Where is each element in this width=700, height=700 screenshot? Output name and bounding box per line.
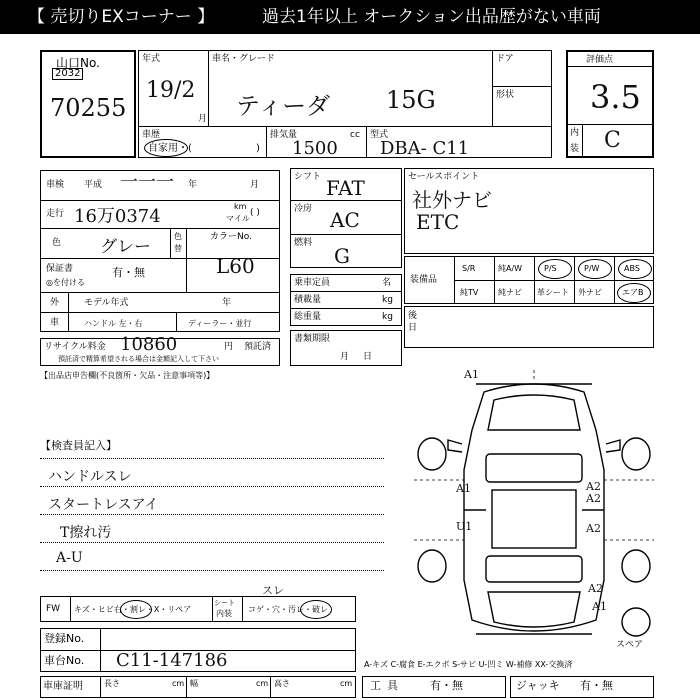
- warranty-label: 保証書: [46, 264, 74, 274]
- color-change-1: 色: [174, 232, 182, 241]
- damage-mark-left-front: A1: [456, 482, 471, 495]
- inspector-note-2: スタートレスアイ: [48, 497, 159, 513]
- inspection-strike: 一一一: [120, 172, 174, 193]
- capacity-unit: 名: [382, 278, 392, 288]
- grade-value: 15G: [386, 86, 436, 114]
- warranty-options: 有・無: [112, 266, 145, 279]
- sales-points-line2: ETC: [416, 210, 460, 234]
- jack-options: 有・無: [580, 679, 613, 692]
- shape-label: 形状: [496, 90, 515, 100]
- equip-oem-nav: 純ナビ: [498, 288, 522, 297]
- foreign-label-1: 外: [50, 298, 60, 308]
- damage-mark-right-front-2: A2: [586, 492, 601, 505]
- vehicle-top-box: [138, 50, 552, 158]
- color-change-2: 替: [174, 244, 182, 253]
- equip-aftermarket-nav: 外ナビ: [578, 288, 602, 297]
- seat-options: コゲ・穴・汚レ・破レ: [248, 605, 328, 614]
- sales-points-label: セールスポイント: [408, 172, 480, 182]
- garage-cert-box: [40, 676, 356, 698]
- seat-label-1: シート: [214, 599, 235, 607]
- venue-sub: 2032: [52, 68, 83, 80]
- jack-label: ジャッキ: [516, 679, 560, 692]
- damage-mark-rear-right: A2: [588, 582, 603, 595]
- mileage-unit-km: km: [234, 202, 247, 211]
- banner-left: 【 売切りEXコーナー 】: [28, 7, 215, 27]
- seat-circle-mark: [300, 600, 332, 619]
- fuel-value: G: [334, 244, 350, 268]
- equip-airbag-circle: [617, 283, 651, 303]
- lot-number: 70255: [50, 94, 127, 122]
- color-no-value: L60: [216, 254, 255, 278]
- seat-mark: スレ: [262, 584, 284, 597]
- diagram-legend: A-キズ C-腐食 E-エクボ S-サビ U-凹ミ W-補修 XX-交換済: [364, 660, 573, 669]
- seller-notes-label: 【出品店申告欄(不良箇所・欠品・注意事項等)】: [40, 371, 215, 380]
- inspection-year-unit: 年: [188, 180, 198, 190]
- header-banner: [0, 0, 700, 34]
- handle-label: ハンドル 左・右: [84, 319, 143, 328]
- cert-length-unit: cm: [172, 679, 185, 688]
- equip-tv: 純TV: [460, 288, 479, 297]
- reg-label: 登録No.: [44, 632, 85, 645]
- equip-pw-circle: [578, 259, 612, 279]
- displacement-label: 排気量: [270, 130, 298, 140]
- recycle-status: 預託済: [244, 342, 272, 352]
- model-label: 型式: [370, 130, 389, 140]
- color-no-label: カラーNo.: [210, 232, 252, 242]
- inspector-note-3: T擦れ汚: [60, 525, 112, 541]
- recycle-unit: 円: [224, 342, 234, 352]
- equip-airbag: エアB: [622, 288, 644, 297]
- inspector-label: 【検査員記入】: [40, 439, 117, 452]
- rear-label: 後日: [408, 311, 418, 333]
- warranty-sub: ◎を付ける: [46, 278, 85, 287]
- ac-label: 冷房: [294, 204, 313, 214]
- load-unit: kg: [382, 295, 393, 305]
- load-label: 積載量: [294, 295, 322, 305]
- chassis-value: C11-147186: [116, 650, 228, 671]
- name-label: 車名・グレード: [212, 54, 276, 64]
- equip-sr: S/R: [462, 264, 476, 273]
- score-label: 評価点: [586, 55, 614, 65]
- chassis-label: 車台No.: [44, 654, 85, 667]
- recycle-note: 預託済で精算希望される場合は金額記入して下さい: [58, 355, 219, 363]
- tools-options: 有・無: [430, 679, 463, 692]
- equip-ps-circle: [538, 259, 572, 279]
- fuel-label: 燃料: [294, 238, 313, 248]
- equip-alloy-wheels: 純A/W: [498, 264, 523, 273]
- interior-label-2: 装: [570, 144, 580, 154]
- recycle-value: 10860: [120, 334, 178, 355]
- interior-value: C: [604, 128, 621, 153]
- shift-value: FAT: [326, 176, 365, 200]
- cert-width: 幅: [190, 679, 198, 688]
- cert-length: 長さ: [104, 679, 120, 688]
- interior-label-1: 内: [570, 128, 580, 138]
- ac-value: AC: [330, 208, 360, 232]
- cert-height: 高さ: [274, 679, 290, 688]
- sales-points-line1: 社外ナビ: [412, 188, 492, 212]
- recycle-label: リサイクル料金: [44, 342, 106, 352]
- equip-ps: P/S: [544, 264, 557, 273]
- fw-circle-mark: [120, 600, 152, 619]
- cert-height-unit: cm: [340, 679, 353, 688]
- displacement-unit: cc: [350, 130, 360, 140]
- color-label: 色: [52, 238, 62, 248]
- gross-unit: kg: [382, 312, 393, 322]
- mileage-paren: ( ): [250, 208, 260, 218]
- mileage-label: 走行: [46, 209, 65, 219]
- score-value: 3.5: [590, 78, 641, 116]
- damage-mark-right-front: A2: [586, 480, 601, 493]
- mileage-unit-mile: マイル: [226, 214, 250, 223]
- name-value: ティーダ: [236, 92, 331, 120]
- equip-pw: P/W: [584, 264, 600, 273]
- door-label: ドア: [496, 54, 514, 64]
- fw-label: FW: [46, 604, 61, 614]
- docs-unit: 月日: [340, 352, 387, 362]
- shift-label: シフト: [294, 172, 322, 182]
- fw-options: キズ・ヒビ右・割レ・X・リペア: [74, 605, 192, 614]
- inspection-month-unit: 月: [250, 180, 260, 190]
- foreign-label-2: 車: [50, 318, 60, 328]
- tools-label: 工具: [370, 679, 404, 692]
- damage-mark-right-rear: A2: [586, 522, 601, 535]
- model-value: DBA- C11: [380, 138, 470, 159]
- cert-label: 車庫証明: [43, 681, 83, 692]
- displacement-value: 1500: [292, 138, 338, 159]
- mileage-value: 16万0374: [74, 206, 161, 227]
- history-label: 車歴: [142, 130, 161, 140]
- equipment-label: 装備品: [410, 275, 438, 285]
- inspection-label: 車検: [46, 180, 65, 190]
- cert-width-unit: cm: [256, 679, 269, 688]
- year-label: 年式: [142, 54, 161, 64]
- inspection-era: 平成: [84, 180, 103, 190]
- equip-abs-circle: [618, 259, 652, 279]
- car-damage-diagram: [414, 370, 654, 650]
- model-year-unit: 年: [222, 298, 232, 308]
- inspector-note-4: A-U: [56, 550, 83, 566]
- damage-mark-front: A1: [464, 370, 479, 381]
- history-value: 自家用・(: [148, 143, 192, 154]
- inspector-note-1: ハンドルスレ: [48, 469, 132, 485]
- dealer-label: ディーラー・並行: [188, 319, 252, 328]
- capacity-label: 乗車定員: [294, 278, 331, 288]
- model-year-label: モデル年式: [84, 298, 129, 308]
- equip-abs: ABS: [624, 264, 640, 273]
- spare-label: スペア: [616, 640, 644, 650]
- damage-mark-left-rear: U1: [456, 520, 473, 533]
- history-circle-mark: [144, 139, 188, 157]
- equip-leather: 革シート: [537, 288, 569, 297]
- banner-right: 過去1年以上 オークション出品歴がない車両: [262, 7, 601, 27]
- history-close: ): [256, 143, 260, 154]
- rear-box: [404, 306, 654, 348]
- details-box: [40, 170, 280, 332]
- year-value: 19/2: [146, 78, 196, 103]
- seat-label-2: 内装: [216, 609, 232, 618]
- damage-mark-rear: A1: [592, 600, 607, 613]
- color-value: グレー: [100, 237, 151, 257]
- docs-label: 書類期限: [294, 334, 331, 344]
- gross-label: 総重量: [294, 312, 322, 322]
- year-unit: 月: [198, 114, 208, 124]
- venue-label: 山口No.: [56, 56, 100, 70]
